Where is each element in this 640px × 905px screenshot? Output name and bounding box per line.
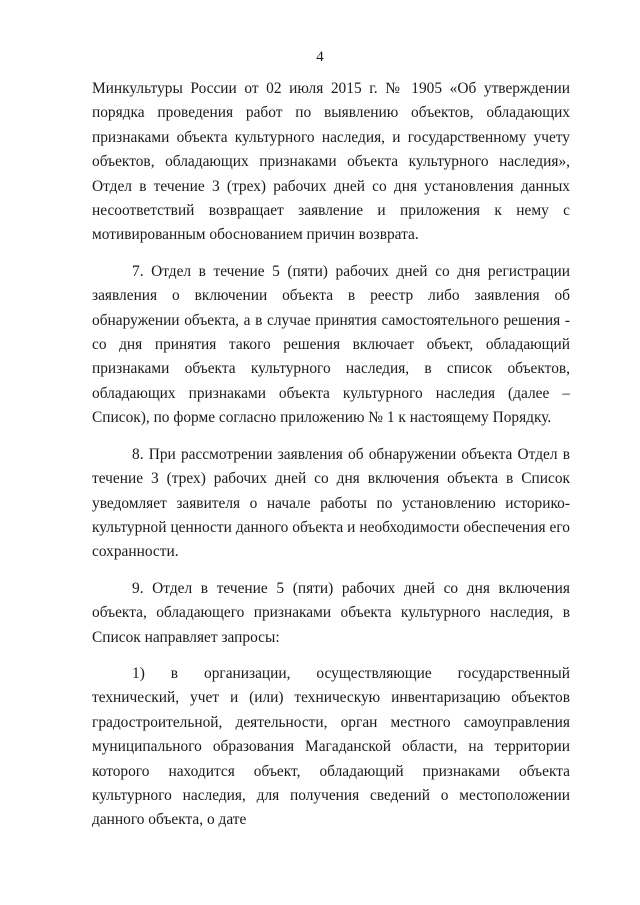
page-number: 4 [316,49,324,65]
paragraph-item-9: 9. Отдел в течение 5 (пяти) рабочих дней со дня включения объекта, обладающего признаками объекта культурного наследия, в Список направляет запросы: [92,579,570,646]
paragraph-item-7: 7. Отдел в течение 5 (пяти) рабочих дней со дня регистрации заявления о включении объекта в реестр либо заявления об обнаружении объекта, а в случае принятия самостоятельного решения - со дня принятия такого решения включает объект, обладающий признаками объекта культурного наследия, в список объектов, обладающих признаками объекта культурного наследия (далее – Список), по форме согласно приложению № 1 к настоящему Порядку. [92,262,570,427]
document-body [92,77,570,833]
paragraph-subitem-1: 1) в организации, осуществляющие государственный технический, учет и (или) техническую инвентаризацию объектов градостроительной, деятельности, орган местного самоуправления муниципального образования Магаданской области, на территории которого находится объект, обладающий признаками объекта культурного наследия, для получения сведений о местоположении данного объекта, о дате [92,664,570,829]
paragraph-item-8: 8. При рассмотрении заявления об обнаружении объекта Отдел в течение 3 (трех) рабочих дней со дня включения объекта в Список уведомляет заявителя о начале работы по установлению историко-культурной ценности данного объекта и необходимости обеспечения его сохранности. [92,445,570,561]
paragraph-continuation: Минкультуры России от 02 июля 2015 г. № 1905 «Об утверждении порядка проведения работ по выявлению объектов, обладающих признаками объекта культурного наследия, и государственному учету объектов, обладающих признаками объекта культурного наследия», Отдел в течение 3 (трех) рабочих дней со дня установления данных несоответствий возвращает заявление и приложения к нему с мотивированным обоснованием причин возврата. [92,80,570,244]
